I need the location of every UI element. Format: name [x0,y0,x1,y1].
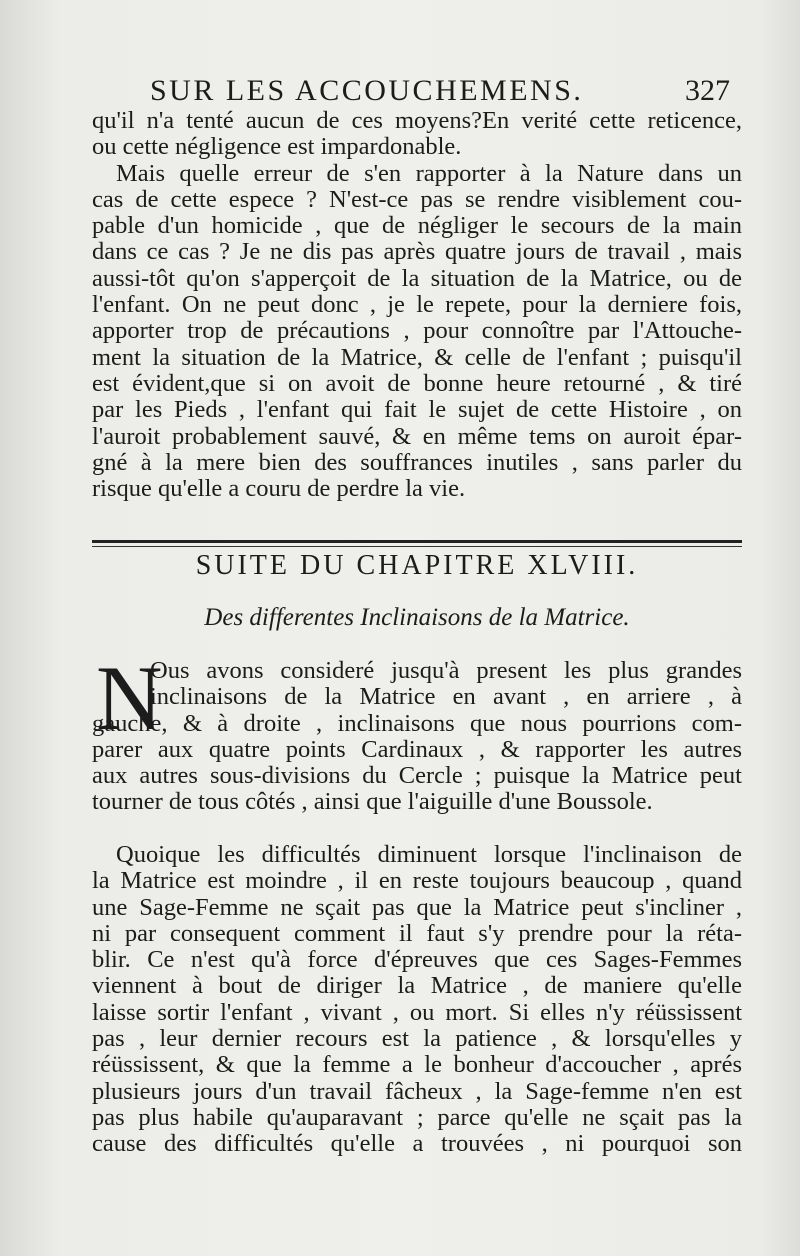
text-line: l'auroit probablement sauvé, & en même tems on auroit épar- [92,422,742,450]
text-line: par les Pieds , l'enfant qui fait le sujet de cette Histoire , on [92,396,742,424]
text-line: pas , leur dernier recours est la patience , & lorsqu'elles y [92,1025,742,1053]
text-line: parer aux quatre points Cardinaux , & rapporter les autres [92,735,742,763]
text-line: aux autres sous-divisions du Cercle ; puisque la Matrice peut [92,762,742,790]
paragraph-3 [92,658,742,816]
body-text-top [92,108,742,502]
text-line: cause des difficultés qu'elle a trouvées , ni pourquoi son [92,1130,742,1158]
text-line: apporter trop de précautions , pour connoître par l'Attouche- [92,317,742,345]
text-line: ment la situation de la Matrice, & celle de l'enfant ; puisqu'il [92,343,742,371]
text-line: Ous avons consideré jusqu'à present les plus grandes [150,657,742,684]
paragraph-1 [92,108,742,161]
text-line: Quoique les difficultés diminuent lorsque l'inclinaison de [116,841,742,868]
text-line: réüssissent, & que la femme a le bonheur d'accoucher , aprés [92,1051,742,1079]
text-line: risque qu'elle a couru de perdre la vie. [92,475,466,503]
text-line: laisse sortir l'enfant , vivant , ou mort. Si elles n'y réüssissent [92,998,742,1026]
text-line: pable d'un homicide , que de négliger le secours de la main [92,212,742,240]
text-line: ou cette négligence est impardonable. [92,133,462,161]
text-line: la Matrice est moindre , il en reste toujours beaucoup , quand [92,867,742,895]
text-line: dans ce cas ? Je ne dis pas après quatre jours de travail , mais [92,238,742,266]
text-line: Mais quelle erreur de s'en rapporter à la Nature dans un [116,159,742,187]
text-line: l'enfant. On ne peut donc , je le repete, pour la derniere fois, [92,291,742,319]
text-line: ni par consequent comment il faut s'y prendre pour la réta- [92,919,742,947]
section-divider [92,540,742,543]
text-line: viennent à bout de diriger la Matrice , de maniere qu'elle [92,972,742,1000]
section-divider-thin [92,546,742,547]
chapter-subtitle: Des differentes Inclinaisons de la Matrice. [204,604,630,631]
text-line: tourner de tous côtés , ainsi que l'aiguille d'une Boussole. [92,788,653,816]
drop-cap: N [96,647,163,749]
text-line: cas de cette espece ? N'est-ce pas se rendre visiblement cou- [92,185,742,213]
text-line: blir. Ce n'est qu'à force d'épreuves que ces Sages-Femmes [92,946,742,974]
text-line: inclinaisons de la Matrice en avant , en arriere , à [150,683,742,711]
chapter-title: SUITE DU CHAPITRE XLVIII. [195,550,639,581]
text-line: gné à la mere bien des souffrances inutiles , sans parler du [92,448,742,476]
text-line: une Sage-Femme ne sçait pas que la Matrice peut s'incliner , [92,893,742,921]
text-line: gauche, & à droite , inclinaisons que nous pourrions com- [92,709,742,737]
text-line: qu'il n'a tenté aucun de ces moyens?En verité cette reticence, [92,107,742,134]
running-head: SUR LES ACCOUCHEMENS. [150,74,584,107]
text-line: aussi-tôt qu'on s'apperçoit de la situation de la Matrice, ou de [92,264,742,292]
text-line: est évident,que si on avoit de bonne heure retourné , & tiré [92,369,742,397]
paragraph-2 [92,161,742,503]
text-line: pas plus habile qu'auparavant ; parce qu'elle ne sçait pas la [92,1103,742,1131]
page-number: 327 [685,74,730,107]
paragraph-4 [92,842,742,1158]
text-line: plusieurs jours d'un travail fâcheux , la Sage-femme n'en est [92,1077,742,1105]
